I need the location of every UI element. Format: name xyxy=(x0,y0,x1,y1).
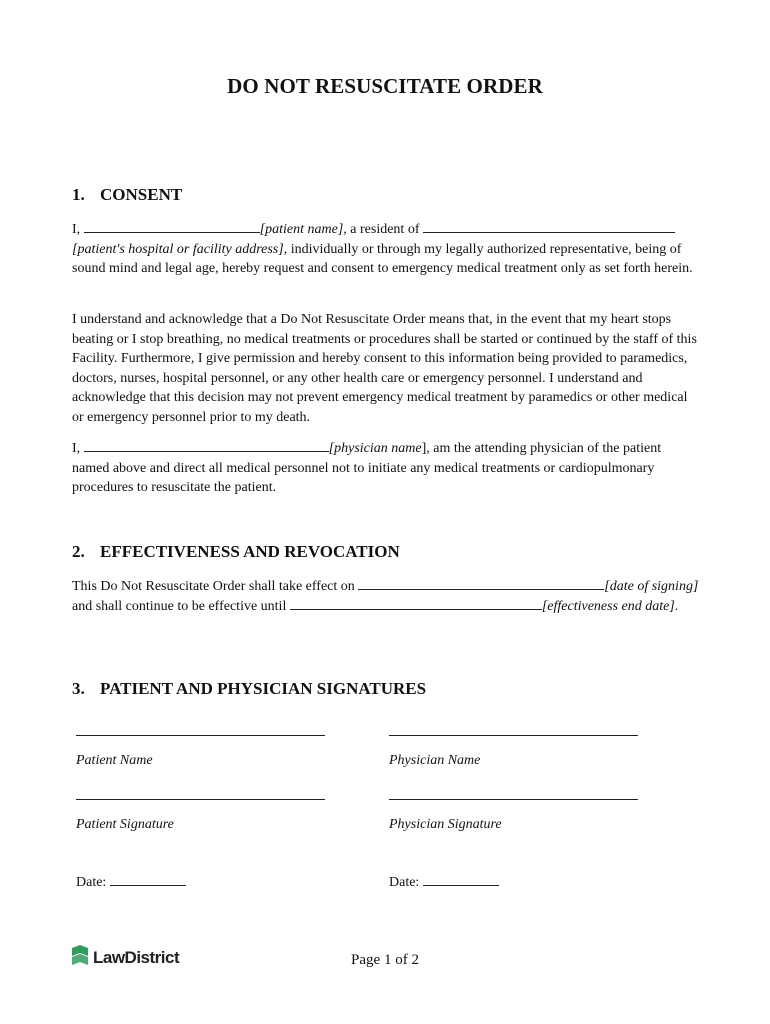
patient-date-blank[interactable] xyxy=(110,873,186,886)
physician-date-blank[interactable] xyxy=(423,873,499,886)
consent-paragraph-1: I, [patient name], a resident of [patient's hospital or facility address], individually or through my legally authorized representative, being of sound mind and legal age, hereby request and consent to emergency medical treatment only as set forth herein. xyxy=(72,222,693,277)
patient-date-field xyxy=(76,873,186,891)
date-label: Date: xyxy=(389,875,423,890)
physician-name-blank[interactable] xyxy=(84,439,329,452)
consent-paragraph-2: I understand and acknowledge that a Do Not Resuscitate Order means that, in the event that my heart stops beating or I stop breathing, no medical treatments or procedures shall be started or continued by the staff of this Facility. Furthermore, I give permission and hereby consent to this information being provided to paramedics, doctors, nurses, hospital personnel, or any other health care or emergency personnel. I understand and acknowledge that this decision may not prevent emergency medical treatment by paramedics or other medical or emergency personnel prior to my death. xyxy=(72,312,697,425)
section-heading-effectiveness xyxy=(72,542,400,562)
patient-signature-label: Patient Signature xyxy=(76,817,174,832)
section-number: 3. xyxy=(72,679,85,698)
facility-address-hint: [patient's hospital or facility address] xyxy=(72,241,284,257)
section-title: PATIENT AND PHYSICIAN SIGNATURES xyxy=(100,679,427,698)
patient-name-line[interactable] xyxy=(76,735,325,736)
physician-signature-line[interactable] xyxy=(389,799,638,800)
physician-name-label: Physician Name xyxy=(389,753,481,768)
section-title: CONSENT xyxy=(100,185,183,204)
logo-text: LawDistrict xyxy=(93,947,180,967)
signing-date-hint: [date of signing] xyxy=(604,579,699,594)
physician-date-field xyxy=(389,873,499,891)
page-number: Page 1 of 2 xyxy=(351,952,419,968)
section-heading-consent xyxy=(72,185,182,205)
physician-signature-label: Physician Signature xyxy=(389,817,502,832)
consent-paragraph-3: I, [physician name], am the attending physician of the patient named above and direct all medical personnel not to initiate any medical treatments or cardiopulmonary procedures to resuscitate the patient. xyxy=(72,441,662,496)
section-title: EFFECTIVENESS AND REVOCATION xyxy=(100,542,400,561)
section-heading-signatures xyxy=(72,679,426,699)
section-number: 2. xyxy=(72,542,85,561)
end-date-hint: [effectiveness end date] xyxy=(541,598,675,614)
facility-address-blank[interactable] xyxy=(423,220,675,233)
date-label: Date: xyxy=(76,875,110,890)
patient-name-hint: [patient name] xyxy=(259,222,344,237)
physician-name-line[interactable] xyxy=(389,735,638,736)
patient-name-blank[interactable] xyxy=(84,220,260,233)
signing-date-blank[interactable] xyxy=(358,577,604,590)
section-number: 1. xyxy=(72,185,85,204)
end-date-blank[interactable] xyxy=(290,597,542,610)
effectiveness-paragraph: This Do Not Resuscitate Order shall take effect on [date of signing] and shall continue to be effective until [effectiveness end date]. xyxy=(72,579,699,614)
patient-signature-line[interactable] xyxy=(76,799,325,800)
patient-name-label: Patient Name xyxy=(76,753,153,768)
document-title: DO NOT RESUSCITATE ORDER xyxy=(227,74,543,98)
physician-name-hint: [physician name xyxy=(328,441,422,456)
